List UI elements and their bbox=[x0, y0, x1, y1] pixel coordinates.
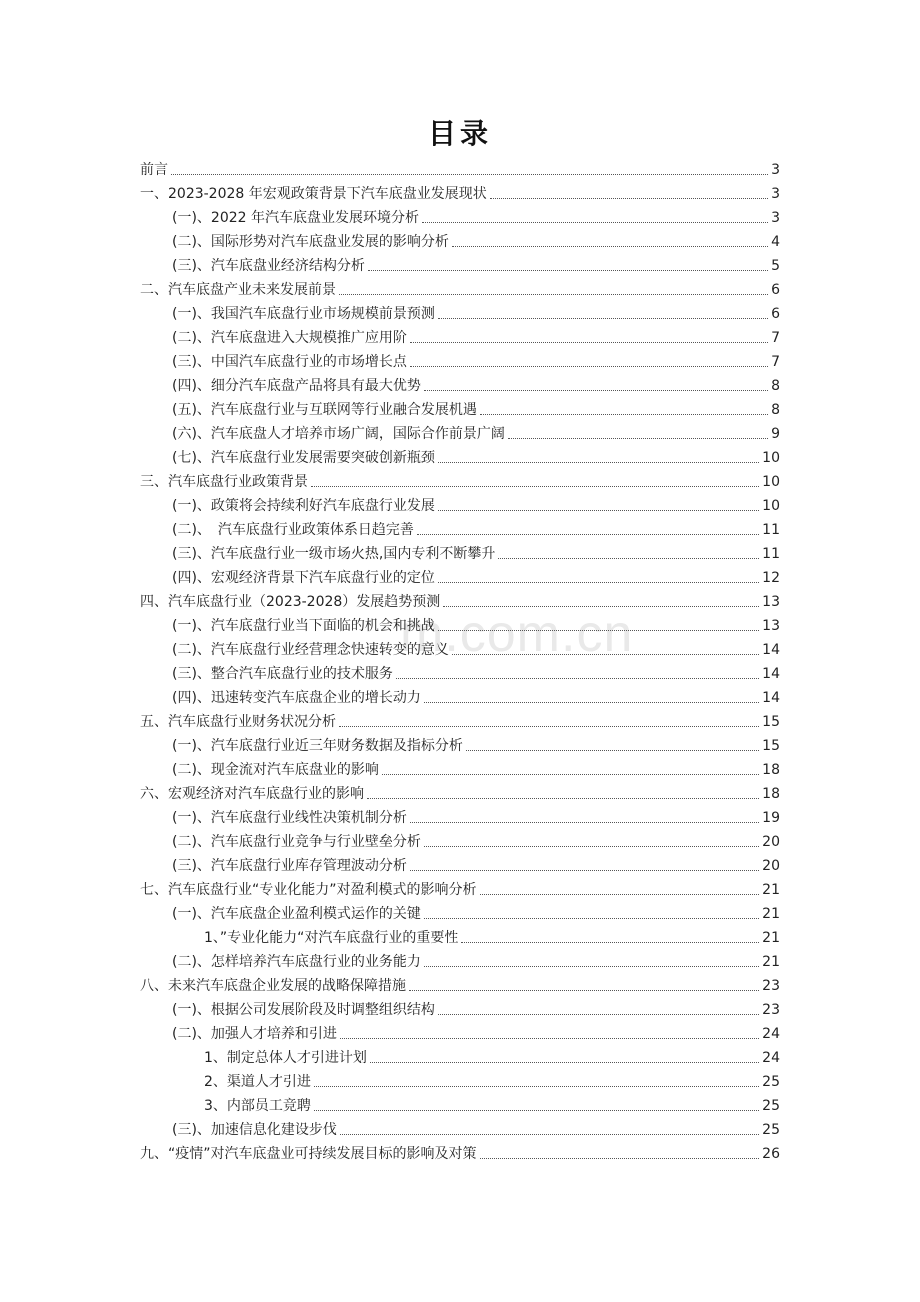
toc-entry-text[interactable]: (三)、中国汽车底盘行业的市场增长点 bbox=[172, 354, 407, 370]
toc-entry-text[interactable]: (二)、汽车底盘进入大规模推广应用阶 bbox=[172, 330, 407, 346]
toc-entry[interactable] bbox=[140, 518, 780, 542]
toc-entry[interactable] bbox=[140, 1022, 780, 1046]
toc-page-number: 21 bbox=[762, 882, 780, 898]
toc-dot-leader bbox=[424, 918, 759, 919]
toc-dot-leader bbox=[443, 606, 759, 607]
toc-entry[interactable] bbox=[140, 206, 780, 230]
toc-entry[interactable] bbox=[140, 878, 780, 902]
toc-entry[interactable] bbox=[140, 326, 780, 350]
toc-page-number: 11 bbox=[762, 546, 780, 562]
toc-entry[interactable] bbox=[140, 422, 780, 446]
toc-page-number: 4 bbox=[771, 234, 780, 250]
toc-page-number: 13 bbox=[762, 594, 780, 610]
toc-entry[interactable] bbox=[140, 614, 780, 638]
toc-dot-leader bbox=[480, 414, 768, 415]
toc-page-number: 8 bbox=[771, 402, 780, 418]
toc-entry[interactable] bbox=[140, 662, 780, 686]
toc-entry-text[interactable]: 3、内部员工竞聘 bbox=[204, 1098, 311, 1114]
toc-entry[interactable] bbox=[140, 782, 780, 806]
toc-entry[interactable] bbox=[140, 374, 780, 398]
toc-entry-text[interactable]: 前言 bbox=[140, 162, 168, 178]
toc-dot-leader bbox=[368, 270, 768, 271]
toc-page-number: 10 bbox=[762, 474, 780, 490]
toc-entry-text[interactable]: 八、未来汽车底盘企业发展的战略保障措施 bbox=[140, 978, 406, 994]
toc-page-number: 14 bbox=[762, 642, 780, 658]
toc-entry[interactable] bbox=[140, 398, 780, 422]
toc-dot-leader bbox=[417, 534, 759, 535]
toc-page-number: 25 bbox=[762, 1074, 780, 1090]
toc-entry-text[interactable]: (二)、 汽车底盘行业政策体系日趋完善 bbox=[172, 522, 414, 538]
toc-dot-leader bbox=[424, 390, 768, 391]
toc-entry[interactable] bbox=[140, 974, 780, 998]
toc-entry[interactable] bbox=[140, 182, 780, 206]
toc-page-number: 24 bbox=[762, 1026, 780, 1042]
toc-entry-text[interactable]: (一)、根据公司发展阶段及时调整组织结构 bbox=[172, 1002, 435, 1018]
toc-entry-text[interactable]: 四、汽车底盘行业（2023-2028）发展趋势预测 bbox=[140, 594, 441, 610]
toc-dot-leader bbox=[452, 654, 759, 655]
toc-entry[interactable] bbox=[140, 710, 780, 734]
toc-entry[interactable] bbox=[140, 806, 780, 830]
toc-dot-leader bbox=[424, 846, 759, 847]
toc-entry-text[interactable]: 一、2023-2028 年宏观政策背景下汽车底盘业发展现状 bbox=[140, 186, 487, 202]
toc-page-number: 25 bbox=[762, 1122, 780, 1138]
toc-page-number: 20 bbox=[762, 834, 780, 850]
toc-entry[interactable] bbox=[140, 1070, 780, 1094]
toc-dot-leader bbox=[410, 870, 759, 871]
toc-page-number: 10 bbox=[762, 498, 780, 514]
toc-page-number: 20 bbox=[762, 858, 780, 874]
toc-entry[interactable] bbox=[140, 158, 780, 182]
toc-entry[interactable] bbox=[140, 542, 780, 566]
toc-entry-text[interactable]: (二)、加强人才培养和引进 bbox=[172, 1026, 337, 1042]
toc-dot-leader bbox=[461, 942, 759, 943]
toc-entry-text[interactable]: (二)、汽车底盘行业竞争与行业壁垒分析 bbox=[172, 834, 421, 850]
toc-dot-leader bbox=[466, 750, 759, 751]
toc-dot-leader bbox=[171, 174, 768, 175]
toc-dot-leader bbox=[424, 702, 759, 703]
toc-page-number: 7 bbox=[771, 354, 780, 370]
toc-entry-text[interactable]: 2、渠道人才引进 bbox=[204, 1074, 311, 1090]
toc-page-number: 12 bbox=[762, 570, 780, 586]
toc-dot-leader bbox=[422, 222, 768, 223]
toc-entry[interactable] bbox=[140, 1094, 780, 1118]
toc-page-number: 21 bbox=[762, 930, 780, 946]
toc-dot-leader bbox=[382, 774, 759, 775]
toc-dot-leader bbox=[452, 246, 768, 247]
toc-entry[interactable] bbox=[140, 758, 780, 782]
toc-entry-text[interactable]: (二)、怎样培养汽车底盘行业的业务能力 bbox=[172, 954, 421, 970]
toc-dot-leader bbox=[438, 318, 768, 319]
toc-entry[interactable] bbox=[140, 302, 780, 326]
toc-entry-text[interactable]: (二)、国际形势对汽车底盘业发展的影响分析 bbox=[172, 234, 449, 250]
toc-dot-leader bbox=[396, 678, 759, 679]
toc-dot-leader bbox=[498, 558, 759, 559]
toc-dot-leader bbox=[340, 1038, 759, 1039]
toc-entry-text[interactable]: (一)、汽车底盘行业线性决策机制分析 bbox=[172, 810, 407, 826]
toc-entry[interactable] bbox=[140, 566, 780, 590]
toc-entry-text[interactable]: (三)、汽车底盘行业一级市场火热,国内专利不断攀升 bbox=[172, 546, 496, 562]
toc-dot-leader bbox=[438, 510, 759, 511]
toc-dot-leader bbox=[367, 798, 759, 799]
toc-entry[interactable] bbox=[140, 638, 780, 662]
toc-dot-leader bbox=[490, 198, 768, 199]
toc-dot-leader bbox=[410, 366, 768, 367]
toc-dot-leader bbox=[410, 342, 768, 343]
toc-dot-leader bbox=[438, 630, 759, 631]
toc-page-number: 25 bbox=[762, 1098, 780, 1114]
toc-entry-text[interactable]: (一)、政策将会持续利好汽车底盘行业发展 bbox=[172, 498, 435, 514]
toc-entry-text[interactable]: (七)、汽车底盘行业发展需要突破创新瓶颈 bbox=[172, 450, 435, 466]
toc-entry[interactable] bbox=[140, 1046, 780, 1070]
toc-page-number: 14 bbox=[762, 690, 780, 706]
table-of-contents bbox=[140, 158, 780, 1166]
toc-page-number: 8 bbox=[771, 378, 780, 394]
toc-entry[interactable] bbox=[140, 926, 780, 950]
toc-dot-leader bbox=[410, 822, 759, 823]
toc-entry-text[interactable]: 九、“疫情”对汽车底盘业可持续发展目标的影响及对策 bbox=[140, 1146, 477, 1162]
toc-entry-text[interactable]: 1、制定总体人才引进计划 bbox=[204, 1050, 367, 1066]
toc-dot-leader bbox=[339, 726, 759, 727]
toc-entry-text[interactable]: 二、汽车底盘产业未来发展前景 bbox=[140, 282, 336, 298]
toc-entry[interactable] bbox=[140, 230, 780, 254]
toc-entry-text[interactable]: (四)、细分汽车底盘产品将具有最大优势 bbox=[172, 378, 421, 394]
toc-page-number: 18 bbox=[762, 786, 780, 802]
toc-entry-text[interactable]: (二)、汽车底盘行业经营理念快速转变的意义 bbox=[172, 642, 449, 658]
toc-dot-leader bbox=[314, 1086, 759, 1087]
toc-dot-leader bbox=[438, 582, 759, 583]
toc-dot-leader bbox=[409, 990, 759, 991]
toc-page-number: 3 bbox=[771, 162, 780, 178]
toc-entry[interactable] bbox=[140, 254, 780, 278]
toc-page-number: 5 bbox=[771, 258, 780, 274]
toc-entry[interactable] bbox=[140, 854, 780, 878]
toc-dot-leader bbox=[508, 438, 768, 439]
toc-dot-leader bbox=[424, 966, 759, 967]
toc-entry-text[interactable]: 六、宏观经济对汽车底盘行业的影响 bbox=[140, 786, 364, 802]
toc-page-number: 19 bbox=[762, 810, 780, 826]
toc-page-number: 18 bbox=[762, 762, 780, 778]
toc-entry[interactable] bbox=[140, 470, 780, 494]
toc-dot-leader bbox=[438, 1014, 759, 1015]
toc-page-number: 6 bbox=[771, 306, 780, 322]
toc-page-number: 14 bbox=[762, 666, 780, 682]
toc-entry-text[interactable]: (二)、现金流对汽车底盘业的影响 bbox=[172, 762, 379, 778]
toc-entry-text[interactable]: (一)、汽车底盘行业近三年财务数据及指标分析 bbox=[172, 738, 463, 754]
toc-entry-text[interactable]: (一)、汽车底盘行业当下面临的机会和挑战 bbox=[172, 618, 435, 634]
toc-entry[interactable] bbox=[140, 998, 780, 1022]
toc-page-number: 15 bbox=[762, 714, 780, 730]
toc-entry[interactable] bbox=[140, 446, 780, 470]
toc-entry[interactable] bbox=[140, 278, 780, 302]
toc-page-number: 21 bbox=[762, 954, 780, 970]
toc-entry[interactable] bbox=[140, 494, 780, 518]
toc-page-number: 13 bbox=[762, 618, 780, 634]
toc-entry-text[interactable]: (三)、汽车底盘行业库存管理波动分析 bbox=[172, 858, 407, 874]
toc-entry-text[interactable]: (六)、汽车底盘人才培养市场广阔，国际合作前景广阔 bbox=[172, 426, 505, 442]
toc-entry[interactable] bbox=[140, 950, 780, 974]
toc-page-number: 24 bbox=[762, 1050, 780, 1066]
toc-entry-text[interactable]: (一)、2022 年汽车底盘业发展环境分析 bbox=[172, 210, 420, 226]
toc-page-number: 11 bbox=[762, 522, 780, 538]
toc-entry-text[interactable]: (五)、汽车底盘行业与互联网等行业融合发展机遇 bbox=[172, 402, 477, 418]
toc-dot-leader bbox=[370, 1062, 759, 1063]
toc-entry-text[interactable]: 三、汽车底盘行业政策背景 bbox=[140, 474, 308, 490]
toc-title: 目录 bbox=[427, 117, 492, 150]
toc-entry-text[interactable]: (三)、加速信息化建设步伐 bbox=[172, 1122, 337, 1138]
toc-entry-text[interactable]: (一)、汽车底盘企业盈利模式运作的关键 bbox=[172, 906, 421, 922]
toc-page-number: 26 bbox=[762, 1146, 780, 1162]
toc-entry[interactable] bbox=[140, 686, 780, 710]
toc-page-number: 9 bbox=[771, 426, 780, 442]
toc-entry-text[interactable]: (三)、汽车底盘业经济结构分析 bbox=[172, 258, 365, 274]
toc-entry[interactable] bbox=[140, 902, 780, 926]
toc-entry-text[interactable]: (一)、我国汽车底盘行业市场规模前景预测 bbox=[172, 306, 435, 322]
toc-entry[interactable] bbox=[140, 1142, 780, 1166]
toc-entry-text[interactable]: (四)、迅速转变汽车底盘企业的增长动力 bbox=[172, 690, 421, 706]
toc-dot-leader bbox=[340, 1134, 759, 1135]
toc-dot-leader bbox=[480, 894, 760, 895]
toc-entry[interactable] bbox=[140, 830, 780, 854]
toc-entry[interactable] bbox=[140, 590, 780, 614]
watermark: m.com.cn bbox=[400, 605, 634, 663]
toc-entry-text[interactable]: (四)、宏观经济背景下汽车底盘行业的定位 bbox=[172, 570, 435, 586]
toc-entry[interactable] bbox=[140, 1118, 780, 1142]
toc-page-number: 3 bbox=[771, 210, 780, 226]
toc-page-number: 10 bbox=[762, 450, 780, 466]
toc-entry-text[interactable]: 1、”专业化能力“对汽车底盘行业的重要性 bbox=[204, 930, 459, 946]
toc-entry[interactable] bbox=[140, 734, 780, 758]
toc-dot-leader bbox=[339, 294, 768, 295]
toc-page-number: 23 bbox=[762, 978, 780, 994]
toc-page-number: 7 bbox=[771, 330, 780, 346]
toc-page-number: 23 bbox=[762, 1002, 780, 1018]
toc-page-number: 6 bbox=[771, 282, 780, 298]
toc-entry-text[interactable]: 五、汽车底盘行业财务状况分析 bbox=[140, 714, 336, 730]
toc-dot-leader bbox=[311, 486, 759, 487]
toc-dot-leader bbox=[438, 462, 759, 463]
toc-entry-text[interactable]: 七、汽车底盘行业“专业化能力”对盈利模式的影响分析 bbox=[140, 882, 477, 898]
toc-page-number: 15 bbox=[762, 738, 780, 754]
toc-dot-leader bbox=[314, 1110, 759, 1111]
toc-entry[interactable] bbox=[140, 350, 780, 374]
toc-entry-text[interactable]: (三)、整合汽车底盘行业的技术服务 bbox=[172, 666, 393, 682]
toc-page-number: 3 bbox=[771, 186, 780, 202]
toc-page-number: 21 bbox=[762, 906, 780, 922]
toc-dot-leader bbox=[480, 1158, 760, 1159]
